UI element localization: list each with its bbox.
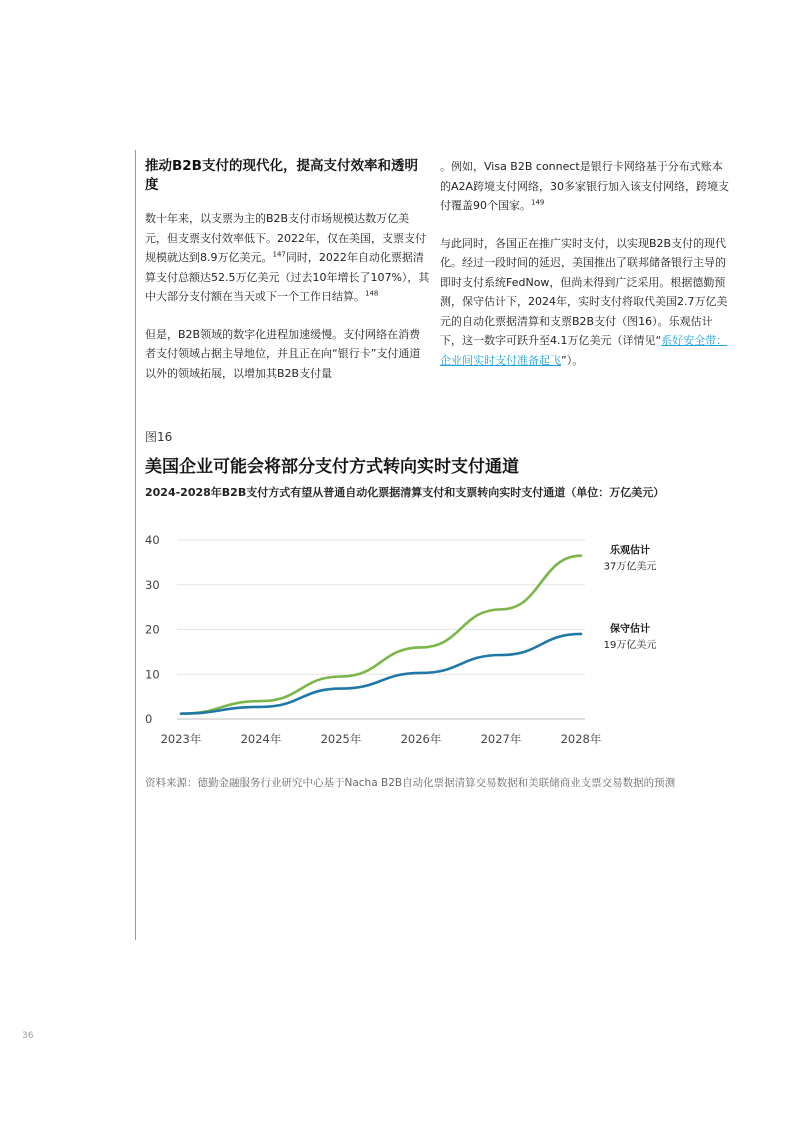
footnote-147: 147: [272, 250, 286, 259]
y-tick-label: 10: [145, 667, 160, 682]
paragraph-1-text: 数十年来，以支票为主的B2B支付市场规模达数万亿美元，但支票支付效率低下。2022年，仅在美国，支票支付规模就达到8.9万亿美元。: [145, 212, 426, 264]
right-column: [440, 157, 730, 388]
paragraph-2-part-b: 。例如，Visa B2B connect是银行卡网络基于分布式账本的A2A跨境支付网络，30多家银行加入该支付网络，跨境支付覆盖90个国家。: [440, 160, 730, 212]
y-tick-label: 40: [145, 533, 160, 547]
section-heading: 推动B2B支付的现代化，提高支付效率和透明度: [145, 158, 418, 193]
vertical-rule: [135, 150, 136, 940]
x-tick-label: 2024年: [240, 732, 282, 746]
y-tick-label: 20: [145, 622, 160, 637]
series-name-label: 乐观估计: [610, 545, 650, 557]
paragraph-3-end: ”）。: [561, 353, 584, 367]
y-tick-label: 0: [145, 712, 153, 726]
series-value-label: 19万亿美元: [603, 639, 657, 651]
footnote-149: 149: [531, 198, 545, 207]
figure-subtitle: 2024-2028年B2B支付方式有望从普通自动化票据清算支付和支票转向实时支付通道（单位：万亿美元）: [145, 486, 665, 499]
left-column: [145, 157, 430, 401]
series-annotations: [604, 544, 657, 651]
x-axis-ticks: [161, 732, 602, 746]
series-line-optimistic: [181, 556, 581, 714]
chart-series: [181, 556, 581, 714]
figure-source: 资料来源：德勤金融服务行业研究中心基于Nacha B2B自动化票据清算交易数据和美联储商业支票交易数据的预测: [145, 777, 676, 789]
footnote-148: 148: [365, 289, 379, 298]
line-chart: [140, 528, 700, 753]
paragraph-2-end: [440, 157, 730, 216]
x-tick-label: 2027年: [480, 732, 522, 746]
x-tick-label: 2023年: [160, 732, 202, 746]
paragraph-1-text-2: 同时，2022年自动化票据清算支付总额达52.5万亿美元（过去10年增长了107%），其中大部分支付额在当天或下一个工作日结算。: [145, 251, 430, 303]
paragraph-3: [440, 234, 730, 371]
figure-label: 图16: [145, 430, 173, 444]
paragraph-2-start: [145, 325, 430, 384]
y-axis-ticks: [145, 533, 160, 726]
y-tick-label: 30: [145, 577, 160, 592]
x-tick-label: 2026年: [400, 732, 442, 746]
report-link[interactable]: 系好安全带：企业间实时支付准备起飞: [440, 334, 728, 367]
paragraph-1: [145, 209, 430, 307]
x-tick-label: 2025年: [320, 732, 362, 746]
series-value-label: 37万亿美元: [603, 561, 657, 573]
x-tick-label: 2028年: [560, 732, 602, 746]
series-name-label: 保守估计: [610, 623, 650, 635]
paragraph-2-part-a: 但是，B2B领域的数字化进程加速缓慢。支付网络在消费者支付领域占据主导地位，并且正在向“银行卡”支付通道以外的领域拓展，以增加其B2B支付量: [145, 327, 421, 380]
page-number: 36: [22, 1031, 34, 1041]
paragraph-3-text: 与此同时，各国正在推广实时支付，以实现B2B支付的现代化。经过一段时间的延迟，美国推出了联邦储备银行主导的即时支付系统FedNow，但尚未得到广泛采用。根据德勤预测，保守估计下，2024年，实时支付将取代美国2.7万亿美元的自动化票据清算和支票B2B支付（图16）。乐观估计下，这一数字可跃升至4.1万亿美元（详情见“: [440, 236, 728, 347]
chart-grid: [177, 540, 585, 719]
figure-title: 美国企业可能会将部分支付方式转向实时支付通道: [145, 457, 519, 477]
